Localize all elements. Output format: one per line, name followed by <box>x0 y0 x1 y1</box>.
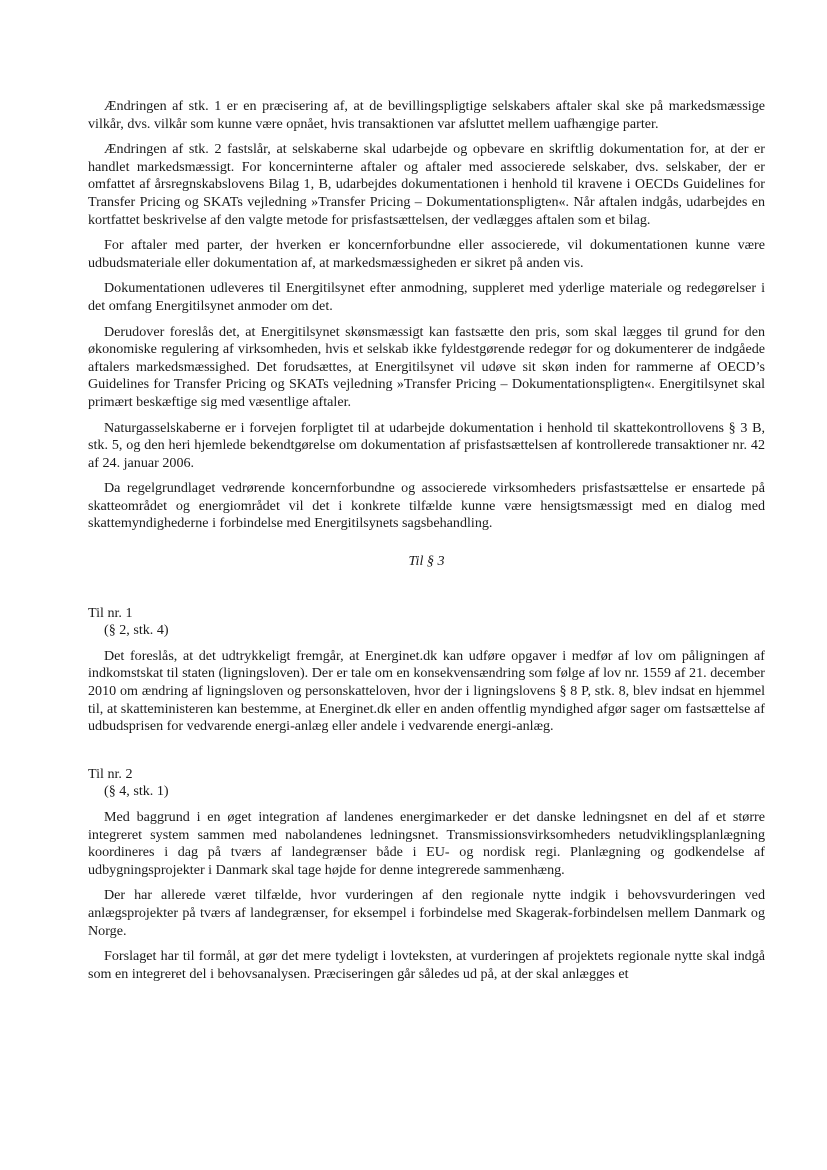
section-heading: Til § 3 <box>408 553 445 570</box>
item-ref-1: (§ 2, stk. 4) <box>104 622 169 639</box>
item-label-2: Til nr. 2 <box>88 765 133 782</box>
item-label-1: Til nr. 1 <box>88 604 133 621</box>
paragraph: Der har allerede været tilfælde, hvor vurderingen af den regionale nytte indgik i behovsvurderingen ved anlægsprojekter på tværs af landegrænser, for eksempel i forbindelse med Skagerak-forbindelsen mellem Danmark og Norge. <box>88 887 765 939</box>
paragraph: Med baggrund i en øget integration af landenes energimarkeder er det danske ledningsnet en del af et større integreret system sammen med nabolandenes ledningsnet. Transmissionsvirksomheders netudviklingsplanlægning koordineres i dag på tværs af landegrænser både i EU- og nordisk regi. Planlægning og godkendelse af udbygningsprojekter i Danmark skal tage højde for denne integrerede sammenhæng. <box>88 809 765 878</box>
paragraph: Det foreslås, at det udtrykkeligt fremgår, at Energinet.dk kan udføre opgaver i medfør af lov om påligningen af indkomstskat til staten (ligningsloven). Der er tale om en konsekvensændring som følge af lov nr. 1559 af 21. december 2010 om ændring af ligningsloven og personskatteloven, hvor der i ligningslovens § 8 P, stk. 8, blev indsat en hjemmel til, at skatteministeren kan bestemme, at Energinet.dk eller en anden offentlig myndighed afgør sager om fastsættelse af udbudsprisen for vedvarende energi-anlæg eller andele i vedvarende energi-anlæg. <box>88 647 765 735</box>
paragraph: Dokumentationen udleveres til Energitilsynet efter anmodning, suppleret med yderlige materiale og redegørelser i det omfang Energitilsynet anmoder om det. <box>88 280 765 314</box>
paragraph: Ændringen af stk. 1 er en præcisering af, at de bevillingspligtige selskabers aftaler skal ske på markedsmæssige vilkår, dvs. vilkår som kunne være opnået, hvis transaktionen var afsluttet mellem uafhængige parter. <box>88 98 765 132</box>
paragraph: Forslaget har til formål, at gør det mere tydeligt i lovteksten, at vurderingen af projektets regionale nytte skal indgå som en integreret del i behovsanalysen. Præciseringen går således ud på, at der skal anlægges et <box>88 948 765 982</box>
document-page <box>88 98 765 991</box>
item-ref-2: (§ 4, stk. 1) <box>104 783 169 800</box>
paragraph: Naturgasselskaberne er i forvejen forpligtet til at udarbejde dokumentation i henhold til skattekontrollovens § 3 B, stk. 5, og den heri hjemlede bekendtgørelse om dokumentation af prisfastsættelsen af kontrollerede transaktioner nr. 42 af 24. januar 2006. <box>88 419 765 471</box>
paragraph: Ændringen af stk. 2 fastslår, at selskaberne skal udarbejde og opbevare en skriftlig dokumentation for, at der er handlet markedsmæssigt. For koncerninterne aftaler og aftaler med associerede selskaber, dvs. selskaber, der er omfattet af årsregnskabslovens Bilag 1, B, udarbejdes dokumentationen i henhold til kravene i OECDs Guidelines for Transfer Pricing og SKATs vejledning »Transfer Pricing – Dokumentationspligten«. Når aftalen indgås, udarbejdes en kortfattet beskrivelse af den valgte metode for prisfastsættelsen, der vedlægges aftalen som et bilag. <box>88 141 765 228</box>
paragraph: Da regelgrundlaget vedrørende koncernforbundne og associerede virksomheders prisfastsættelse er ensartede på skatteområdet og energiområdet vil det i konkrete tilfælde kunne være hensigtsmæssigt med en dialog med skattemyndighederne i forbindelse med Energitilsynets sagsbehandling. <box>88 480 765 532</box>
paragraph: For aftaler med parter, der hverken er koncernforbundne eller associerede, vil dokumentationen kunne være udbudsmateriale eller dokumentation af, at markedsmæssigheden er sikret på anden vis. <box>88 237 765 271</box>
paragraph: Derudover foreslås det, at Energitilsynet skønsmæssigt kan fastsætte den pris, som skal lægges til grund for den økonomiske regulering af virksomheden, hvis et selskab ikke fyldestgørende redegør for og dokumenterer de indgåede aftalers markedsmæssighed. Det forudsættes, at Energitilsynet vil udøve sit skøn inden for rammerne af OECD’s Guidelines for Transfer Pricing og SKATs vejledning »Transfer Pricing – Dokumentationspligten«. Energitilsynet skal primært beskæftige sig med væsentlige aftaler. <box>88 323 765 410</box>
